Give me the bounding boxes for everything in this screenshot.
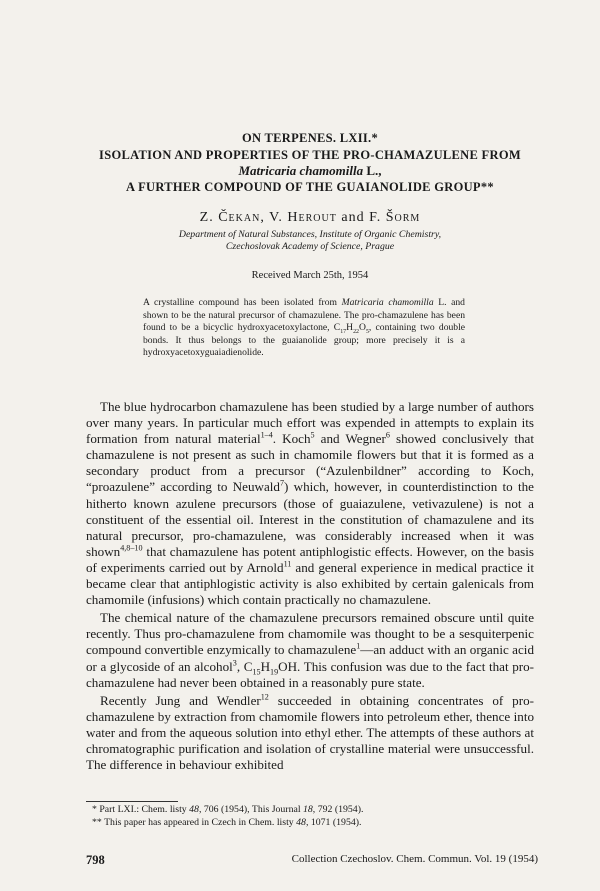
reference-marker: 12: [260, 692, 269, 702]
abstract-text: O: [359, 322, 366, 333]
formula-subscript: 5: [365, 328, 369, 335]
title-series: ON TERPENES. LXII.*: [241, 131, 379, 145]
abstract: [143, 297, 465, 360]
reference-marker: 5: [310, 430, 315, 440]
abstract-text: H: [346, 322, 354, 333]
paragraph-1: The blue hydrocarbon chamazulene has been studied by a large number of authors over many years. In particular much effort was expended in attempts to explain its formation from natural material$^{1-4}$. Koch$^5$ and Wegner$^6$ showed conclusively that chamazulene is not present as such in chamomile flowers but that it is formed as a secondary product from a precursor (“Azulenbildner” according to Koch, “proazulene” according to Neuwald$^7$) which, however, in counterdistinction to the hitherto known azulene precursors (those of guaiazulene, vetivazulene) is not a constituent of the essential oil. Interest in the constitution of chamazulene and its natural precursor, pro-chamazulene, was considerably increased when it was shown$^{4,8-10}$ that chamazulene has potent antiphlogistic effects. However, on the basis of experiments carried out by Arnold$^{11}$ and general experience in medical practice it became clear that antiphlogistic activity is also exhibited by certain galenicals from chamomile (infusions) which contain practically no chamazulene.: [86, 399, 535, 608]
author-separator: , V.: [260, 210, 288, 225]
reference-marker: 1: [356, 642, 361, 652]
formula-subscript: 17: [340, 328, 347, 335]
reference-marker: 7: [279, 479, 284, 489]
abstract-text: , containing two double bonds. It thus belongs to the guaianolide group; more precisely it is a hydroxyacetoxyguaiadienolide.: [143, 322, 466, 358]
footnote-rule: [86, 801, 178, 802]
author-herout: Herout: [287, 210, 337, 225]
title-sub: A FURTHER COMPOUND OF THE GUAIANOLIDE GROUP**: [126, 180, 494, 194]
journal-citation: Collection Czechoslov. Chem. Commun. Vol. 19 (1954): [291, 853, 538, 865]
received-date: Received March 25th, 1954: [251, 270, 369, 281]
paragraph-3: Recently Jung and Wendler$^{12}$ succeeded in obtaining concentrates of pro-chamazulene by extraction from chamomile flowers into petroleum ether, thence into water and from the aqueous solution into ethyl ether. The attempts of these authors at chromatographic purification and isolation of crystalline material were unsuccessful. The difference in behaviour exhibited: [86, 692, 534, 773]
title-species-italic: Matricaria chamomilla: [238, 163, 364, 178]
footnote-2: ** This paper has appeared in Czech in Chem. listy 48, 1071 (1954).: [92, 816, 362, 828]
footnote-1: * Part LXI.: Chem. listy 48, 706 (1954), This Journal 18, 792 (1954).: [92, 804, 364, 815]
affiliation-line: Department of Natural Substances, Institute of Organic Chemistry,: [178, 229, 442, 240]
author-separator: and F.: [336, 210, 386, 225]
abstract-text: A crystalline compound has been isolated from: [143, 297, 342, 308]
affiliation: [60, 229, 560, 253]
authors: [60, 210, 560, 226]
body-text: [86, 399, 534, 775]
author-sorm: Šorm: [385, 210, 421, 225]
reference-marker: 6: [385, 430, 390, 440]
author-initial: Z.: [199, 210, 219, 225]
author-cekan: Čekan: [218, 210, 261, 225]
formula-subscript: 15: [252, 667, 261, 677]
title-block: [60, 130, 560, 195]
abstract-text: L. and shown to be the natural precursor of chamazulene. The pro-chamazulene has been found to be a bicyclic hydroxyacetoxylactone, C: [143, 297, 465, 333]
affiliation-line: Czechoslovak Academy of Science, Prague: [225, 241, 395, 252]
footnotes: [92, 804, 363, 829]
title-main: ISOLATION AND PROPERTIES OF THE PRO-CHAMAZULENE FROM: [99, 148, 521, 162]
title-species: [60, 163, 560, 179]
title-species-rest: L.,: [363, 163, 382, 178]
page-number: 798: [86, 853, 105, 867]
reference-marker: 3: [232, 658, 237, 668]
reference-marker: 1–4: [260, 430, 273, 440]
formula-subscript: 22: [353, 328, 360, 335]
paragraph-2: The chemical nature of the chamazulene precursors remained obscure until quite recently. Thus pro-chamazulene from chamomile was thought to be a sesquiterpenic compound convertible enzymically to chamazulene$^1$—an adduct with an organic acid or a glycoside of an alcohol$^3$, $C_{15}H_{19}OH$. This confusion was due to the fact that pro-chamazulene had never been obtained in a reasonably pure state.: [86, 610, 535, 690]
formula-subscript: 19: [270, 667, 279, 677]
reference-marker: 11: [283, 559, 292, 569]
abstract-species: Matricaria chamomilla: [341, 297, 434, 308]
reference-marker: 4,8–10: [120, 543, 143, 553]
